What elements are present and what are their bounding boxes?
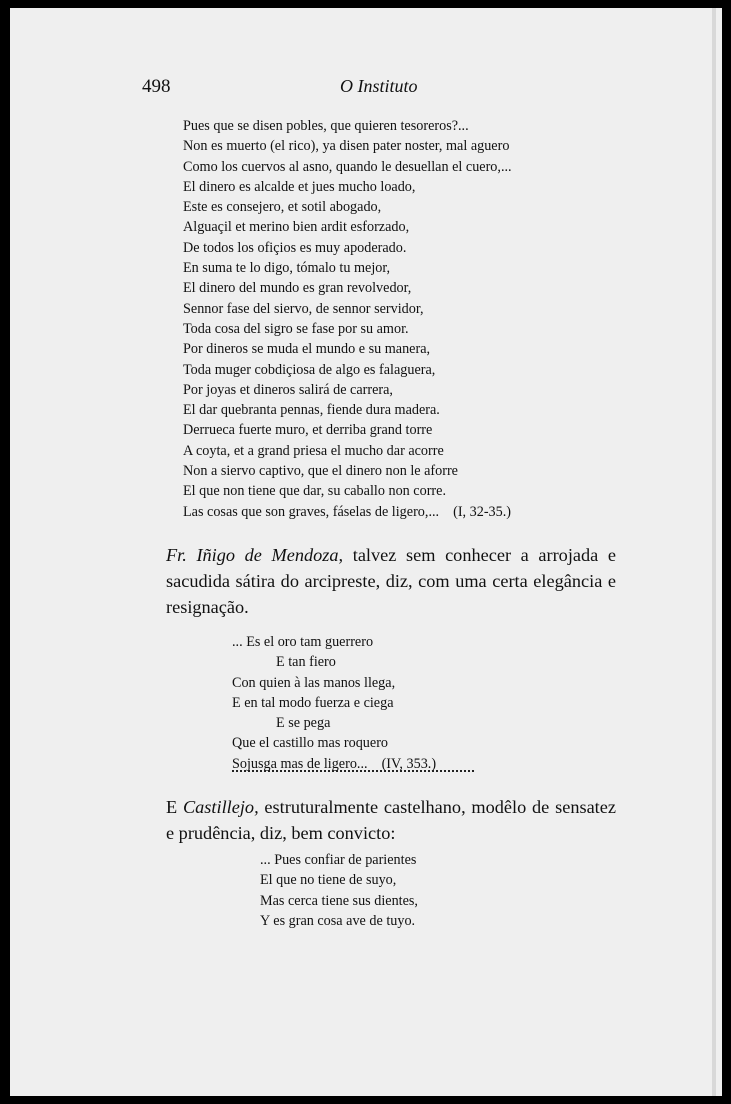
- poem-line: Sennor fase del siervo, de sennor servidor,: [183, 300, 424, 317]
- poem-line: De todos los ofiçios es muy apoderado.: [183, 239, 407, 256]
- running-title: O Instituto: [340, 76, 418, 96]
- poem-line: ... Es el oro tam guerrero: [232, 634, 374, 650]
- poem-line: Con quien à las manos llega,: [232, 674, 396, 691]
- poem-castillejo: [260, 850, 418, 931]
- citation-reference: (I, 32-35.): [453, 503, 512, 520]
- poem-line: Este es consejero, et sotil abogado,: [183, 199, 382, 216]
- poem-line: Non es muerto (el rico), ya disen pater noster, mal aguero: [183, 138, 510, 155]
- page-number: 498: [142, 76, 171, 97]
- dotted-separator: [232, 770, 474, 772]
- poem-line: E se pega: [276, 715, 331, 732]
- poem-line: Alguaçil et merino bien ardit esforzado,: [183, 219, 410, 236]
- poem-line-text: Sojusga mas de ligero...: [232, 755, 368, 772]
- poem-line: Por dineros se muda el mundo e su manera,: [183, 341, 431, 358]
- poem-line: Derrueca fuerte muro, et derriba grand torre: [183, 422, 433, 439]
- poem-line: El dinero es alcalde et jues mucho loado,: [183, 178, 416, 195]
- poem-mendoza: [232, 632, 436, 774]
- poem-arcipreste: [183, 116, 512, 522]
- poem-line: El dinero del mundo es gran revolvedor,: [183, 280, 412, 297]
- scan-edge: [712, 8, 716, 1096]
- poem-line: En suma te lo digo, tómalo tu mejor,: [183, 260, 391, 277]
- poem-line: El dar quebranta pennas, fiende dura madera.: [183, 402, 440, 419]
- poem-line: Toda cosa del sigro se fase por su amor.: [183, 320, 409, 337]
- author-name: Fr. Iñigo de Mendoza,: [166, 545, 344, 565]
- poem-line: A coyta, et a grand priesa el mucho dar acorre: [183, 442, 444, 459]
- poem-line: Toda muger cobdiçiosa de algo es falaguera,: [183, 361, 436, 378]
- poem-line: El que no tiene de suyo,: [260, 872, 397, 889]
- poem-line: Que el castillo mas roquero: [232, 735, 389, 752]
- poem-line: E en tal modo fuerza e ciega: [232, 694, 394, 711]
- page-header: [10, 76, 722, 102]
- poem-line-text: Las cosas que son graves, fáselas de ligero,...: [183, 503, 440, 520]
- paragraph-mendoza: [166, 542, 616, 620]
- poem-line-last: [183, 502, 512, 522]
- poem-line: Como los cuervos al asno, quando le desuellan el cuero,...: [183, 158, 512, 175]
- citation-reference: (IV, 353.): [381, 755, 437, 772]
- poem-line: Mas cerca tiene sus dientes,: [260, 892, 418, 909]
- paragraph-text: talvez sem conhecer a arrojada e sacudida sátira do arcipreste, diz, com uma certa elegância e resignação.: [166, 545, 617, 617]
- book-page: [10, 8, 722, 1096]
- paragraph-lead: E: [166, 797, 183, 817]
- author-name: Castillejo,: [182, 797, 259, 817]
- poem-line: El que non tiene que dar, su caballo non corre.: [183, 483, 446, 500]
- poem-line: E tan fiero: [276, 654, 336, 671]
- poem-line: Non a siervo captivo, que el dinero non le aforre: [183, 463, 458, 480]
- paragraph-text: estruturalmente castelhano, modêlo de sensatez e prudência, diz, bem convicto:: [166, 797, 616, 843]
- poem-line: Por joyas et dineros salirá de carrera,: [183, 381, 393, 398]
- poem-line: ... Pues confiar de parientes: [260, 852, 417, 868]
- poem-line: Pues que se disen pobles, que quieren tesoreros?...: [183, 118, 469, 134]
- paragraph-castillejo: [166, 794, 616, 846]
- poem-line: Y es gran cosa ave de tuyo.: [260, 912, 416, 929]
